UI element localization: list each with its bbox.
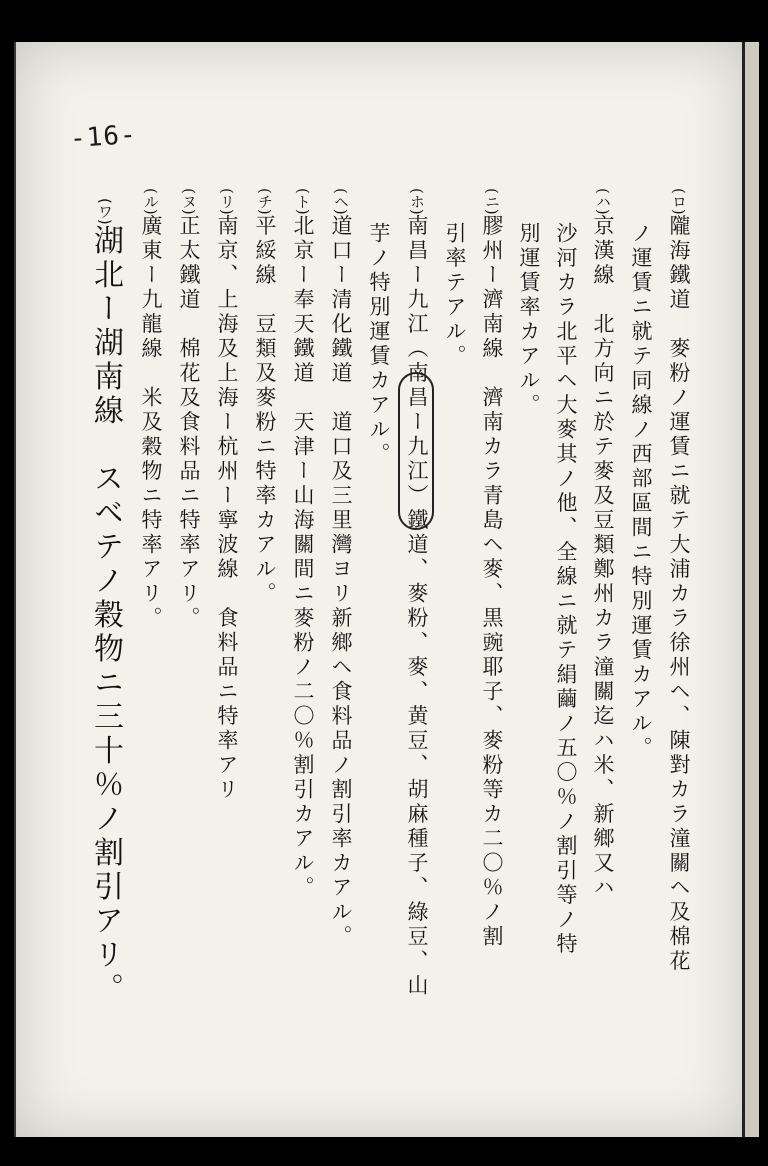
text-column-14 xyxy=(174,188,204,631)
text-column-3 xyxy=(588,188,618,901)
column-text: 道口ー清化鐵道 道口及三里灣ヨリ新鄉ヘ食料品ノ割引率カアル。 xyxy=(329,214,353,950)
column-text: 京漢線 北方向ニ於テ麥及豆類鄭州カラ潼關迄ハ米、新鄉又ハ xyxy=(591,214,615,901)
text-column-11 xyxy=(288,188,318,901)
item-marker: (ロ) xyxy=(670,188,688,215)
column-text: 引率テアル。 xyxy=(443,222,467,369)
text-column-5 xyxy=(514,222,544,418)
text-column-2 xyxy=(626,222,656,761)
column-text: 南京、上海及上海ー杭州ー寧波線 食料品ニ特率アリ xyxy=(215,214,239,803)
item-marker: (ホ) xyxy=(408,188,426,215)
text-column-10 xyxy=(326,188,356,950)
item-marker: (ル) xyxy=(142,188,160,215)
column-text: 沙河カラ北平ヘ大麥其ノ他、全線ニ就テ絹繭ノ五〇％ノ割引等ノ特 xyxy=(554,222,578,957)
column-text: ノ運賃ニ就テ同線ノ西部區間ニ特別運賃カアル。 xyxy=(629,222,653,761)
page-number: -16- xyxy=(69,119,138,155)
text-column-13 xyxy=(212,188,242,803)
item-marker: (リ) xyxy=(218,188,236,215)
item-marker: (チ) xyxy=(256,188,274,215)
page-edge xyxy=(742,42,759,1137)
item-marker: (ヌ) xyxy=(180,188,198,215)
column-text: 廣東ー九龍線 米及穀物ニ特率アリ。 xyxy=(139,214,163,632)
text-column-7 xyxy=(440,222,470,369)
column-text: 北京ー奉天鐵道 天津ー山海關間ニ麥粉ノ二〇％割引カアル。 xyxy=(291,214,315,901)
item-marker: (ヘ) xyxy=(332,188,350,215)
column-text: 正太鐵道 棉花及食料品ニ特率アリ。 xyxy=(177,214,201,632)
handwritten-column xyxy=(88,198,123,1007)
item-marker: (ニ) xyxy=(483,188,501,215)
text-column-4 xyxy=(551,222,581,957)
text-column-9 xyxy=(364,222,394,467)
column-text: 平綏線 豆類及麥粉ニ特率カアル。 xyxy=(253,214,277,607)
column-text: 南昌ー九江（南昌ー九江）鐵道、麥粉、麥、黄豆、胡麻種子、綠豆、山 xyxy=(405,214,429,999)
column-text: 隴海鐵道 麥粉ノ運賃ニ就テ大浦カラ徐州ヘ、陳對カラ潼關ヘ及棉花 xyxy=(667,214,691,975)
column-text: 湖北ー湖南線 スベテノ穀物ニ三十％ノ割引アリ。 xyxy=(88,224,123,1007)
column-text: 芋ノ特別運賃カアル。 xyxy=(367,222,391,467)
text-column-6 xyxy=(477,188,507,950)
text-column-1 xyxy=(664,188,694,974)
item-marker: (ト) xyxy=(294,188,312,215)
handwritten-bracket xyxy=(398,372,434,530)
text-column-12 xyxy=(250,188,280,607)
text-column-8 xyxy=(402,188,432,999)
text-column-15 xyxy=(136,188,166,631)
column-text: 別運賃率カアル。 xyxy=(517,222,541,418)
item-marker: (ハ) xyxy=(594,188,612,215)
column-text: 膠州ー濟南線 濟南カラ青島ヘ麥、黒豌耶子、麥粉等カ二〇％ノ割 xyxy=(480,214,504,950)
item-marker: (ワ) xyxy=(96,198,114,225)
